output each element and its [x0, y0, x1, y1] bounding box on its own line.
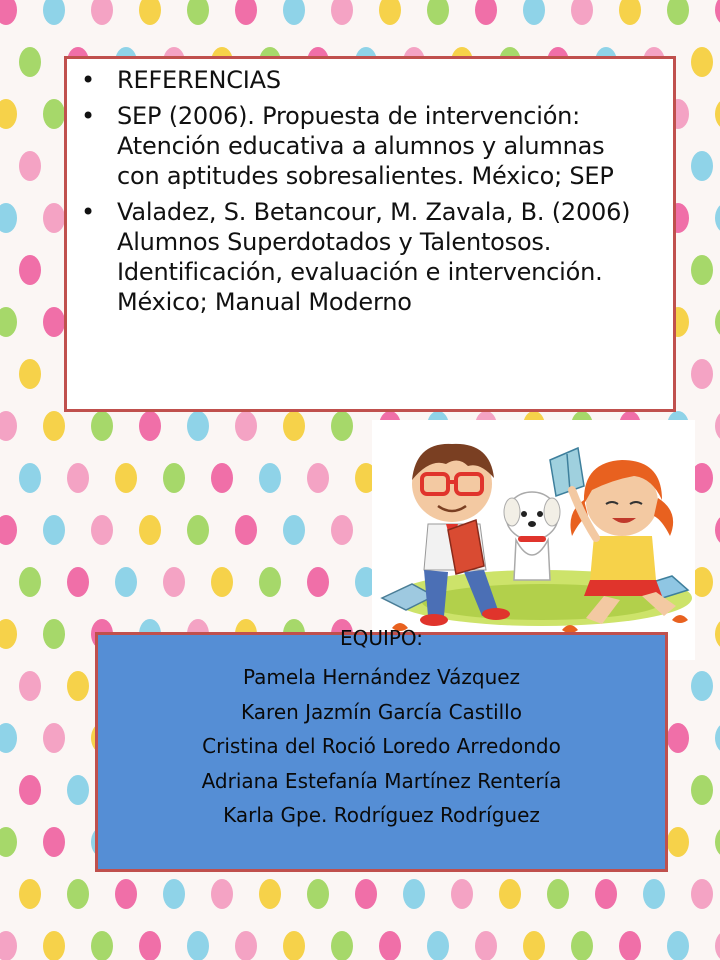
reference-item: • Valadez, S. Betancour, M. Zavala, B. (2006) Alumnos Superdotados y Talentosos. Identificación, evaluación e intervención. México; Manual Moderno [81, 198, 631, 316]
polka-dot [235, 931, 257, 960]
polka-dot [691, 47, 713, 77]
polka-dot [163, 879, 185, 909]
polka-dot [0, 827, 17, 857]
polka-dot [19, 255, 41, 285]
polka-dot [571, 931, 593, 960]
polka-dot [715, 203, 720, 233]
polka-dot [595, 879, 617, 909]
team-member: Karen Jazmín García Castillo [241, 699, 522, 724]
polka-dot [619, 931, 641, 960]
polka-dot [691, 775, 713, 805]
polka-dot [43, 0, 65, 25]
polka-dot [187, 515, 209, 545]
polka-dot [67, 775, 89, 805]
polka-dot [403, 879, 425, 909]
polka-dot [91, 411, 113, 441]
polka-dot [0, 619, 17, 649]
polka-dot [235, 411, 257, 441]
polka-dot [667, 723, 689, 753]
polka-dot [331, 515, 353, 545]
polka-dot [67, 671, 89, 701]
polka-dot [139, 515, 161, 545]
polka-dot [307, 879, 329, 909]
polka-dot [187, 411, 209, 441]
polka-dot [91, 0, 113, 25]
polka-dot [43, 619, 65, 649]
polka-dot [19, 47, 41, 77]
references-list [67, 65, 653, 317]
references-heading: • REFERENCIAS [81, 66, 281, 94]
polka-dot [355, 879, 377, 909]
polka-dot [691, 255, 713, 285]
team-member: Pamela Hernández Vázquez [242, 665, 521, 689]
polka-dot [379, 931, 401, 960]
polka-dot [19, 359, 41, 389]
polka-dot [259, 567, 281, 597]
polka-dot [0, 931, 17, 960]
references-box [64, 56, 676, 412]
polka-dot [43, 99, 65, 129]
polka-dot [163, 567, 185, 597]
polka-dot [235, 0, 257, 25]
polka-dot [67, 567, 89, 597]
polka-dot [571, 0, 593, 25]
polka-dot [715, 307, 720, 337]
polka-dot [283, 515, 305, 545]
polka-dot [643, 879, 665, 909]
polka-dot [451, 879, 473, 909]
polka-dot [331, 411, 353, 441]
polka-dot [19, 671, 41, 701]
polka-dot [475, 0, 497, 25]
polka-dot [715, 619, 720, 649]
polka-dot [19, 151, 41, 181]
polka-dot [115, 879, 137, 909]
polka-dot [667, 931, 689, 960]
polka-dot [715, 515, 720, 545]
polka-dot [43, 307, 65, 337]
polka-dot [331, 0, 353, 25]
polka-dot [43, 931, 65, 960]
polka-dot [19, 775, 41, 805]
polka-dot [715, 931, 720, 960]
polka-dot [691, 879, 713, 909]
polka-dot [0, 203, 17, 233]
polka-dot [0, 307, 17, 337]
polka-dot [211, 567, 233, 597]
polka-dot [67, 463, 89, 493]
polka-dot [19, 567, 41, 597]
polka-dot [523, 0, 545, 25]
polka-dot [427, 0, 449, 25]
polka-dot [43, 203, 65, 233]
polka-dot [43, 827, 65, 857]
reference-item: • SEP (2006). Propuesta de intervención: Atención educativa a alumnos y alumnas con aptitudes sobresalientes. México; SEP [81, 102, 614, 190]
polka-dot [307, 567, 329, 597]
polka-dot [715, 827, 720, 857]
polka-dot [283, 411, 305, 441]
polka-dot [115, 567, 137, 597]
polka-dot [43, 411, 65, 441]
polka-dot [0, 723, 17, 753]
polka-dot [0, 99, 17, 129]
children-reading-icon [372, 420, 695, 660]
polka-dot [259, 463, 281, 493]
polka-dot [139, 411, 161, 441]
team-member: Cristina del Roció Loredo Arredondo [202, 734, 561, 758]
polka-dot [19, 463, 41, 493]
polka-dot [259, 879, 281, 909]
polka-dot [67, 879, 89, 909]
polka-dot [667, 0, 689, 25]
team-member: Karla Gpe. Rodríguez Rodríguez [223, 803, 540, 827]
polka-dot [667, 827, 689, 857]
polka-dot [115, 463, 137, 493]
polka-dot [379, 0, 401, 25]
polka-dot [0, 515, 17, 545]
polka-dot [0, 411, 17, 441]
polka-dot [331, 931, 353, 960]
polka-dot [499, 879, 521, 909]
polka-dot [715, 99, 720, 129]
polka-dot [715, 723, 720, 753]
bullet-icon: • [81, 198, 95, 226]
polka-dot [475, 931, 497, 960]
polka-dot [43, 723, 65, 753]
polka-dot [187, 931, 209, 960]
polka-dot [163, 463, 185, 493]
polka-dot [619, 0, 641, 25]
bullet-icon: • [81, 66, 95, 94]
polka-dot [715, 0, 720, 25]
polka-dot [427, 931, 449, 960]
polka-dot [211, 879, 233, 909]
polka-dot [91, 931, 113, 960]
polka-dot [715, 411, 720, 441]
team-member-list [98, 660, 665, 833]
polka-dot [0, 0, 17, 25]
team-member: Adriana Estefanía Martínez Rentería [201, 768, 562, 793]
polka-dot [523, 931, 545, 960]
polka-dot [691, 671, 713, 701]
polka-dot [211, 463, 233, 493]
polka-dot [283, 0, 305, 25]
polka-dot [187, 0, 209, 25]
polka-dot [19, 879, 41, 909]
polka-dot [691, 151, 713, 181]
team-title: EQUIPO: [339, 626, 424, 650]
bullet-icon: • [81, 102, 95, 130]
polka-dot [139, 0, 161, 25]
polka-dot [235, 515, 257, 545]
polka-dot [139, 931, 161, 960]
polka-dot [91, 515, 113, 545]
polka-dot [43, 515, 65, 545]
polka-dot [283, 931, 305, 960]
polka-dot [307, 463, 329, 493]
polka-dot [547, 879, 569, 909]
polka-dot [691, 359, 713, 389]
team-box [95, 626, 668, 872]
